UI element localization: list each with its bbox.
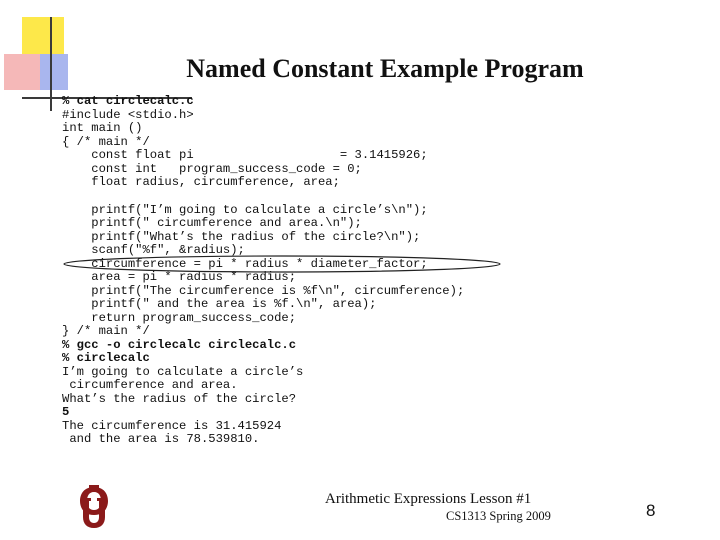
code-line: } /* main */ xyxy=(62,324,150,338)
code-line: printf(" circumference and area.\n"); xyxy=(62,216,362,230)
code-line: const float pi = 3.1415926; xyxy=(62,148,428,162)
code-blank-line xyxy=(62,190,464,204)
code-line: and the area is 78.539810. xyxy=(62,432,260,446)
code-line: area = pi * radius * radius; xyxy=(62,270,297,284)
terminal-command-line: % circlecalc xyxy=(62,351,150,365)
page-number: 8 xyxy=(646,501,656,520)
code-line: printf("The circumference is %f\n", circumference); xyxy=(62,283,465,298)
code-line: What’s the radius of the circle? xyxy=(62,391,297,406)
ellipse-highlight xyxy=(62,253,502,275)
code-line: printf("What’s the radius of the circle?\n"); xyxy=(62,229,421,244)
footer-lesson-title: Arithmetic Expressions Lesson #1 xyxy=(325,491,532,507)
code-line: { /* main */ xyxy=(62,134,150,149)
code-line: printf("I’m going to calculate a circle’s\n"); xyxy=(62,202,428,217)
code-line: const int program_success_code = 0; xyxy=(62,161,362,176)
code-line: printf(" and the area is %f.\n", area); xyxy=(62,297,377,311)
code-line: float radius, circumference, area; xyxy=(62,175,340,189)
code-line: I’m going to calculate a circle’s xyxy=(62,364,304,379)
code-line: circumference and area. xyxy=(62,378,238,392)
code-line: scanf("%f", &radius); xyxy=(62,243,245,257)
ou-logo-icon xyxy=(76,485,112,529)
slide-title: Named Constant Example Program xyxy=(186,54,584,83)
code-line: return program_success_code; xyxy=(62,310,297,325)
terminal-command-line: 5 xyxy=(62,405,70,419)
footer-course: CS1313 Spring 2009 xyxy=(446,509,551,523)
code-line: #include <stdio.h> xyxy=(62,107,194,122)
terminal-command-line: % gcc -o circlecalc circlecalc.c xyxy=(62,337,297,352)
code-line: The circumference is 31.415924 xyxy=(62,418,282,433)
code-line: int main () xyxy=(62,121,143,135)
code-line: circumference = pi * radius * diameter_factor; xyxy=(62,256,428,271)
terminal-command-line: % cat circlecalc.c xyxy=(62,94,194,108)
